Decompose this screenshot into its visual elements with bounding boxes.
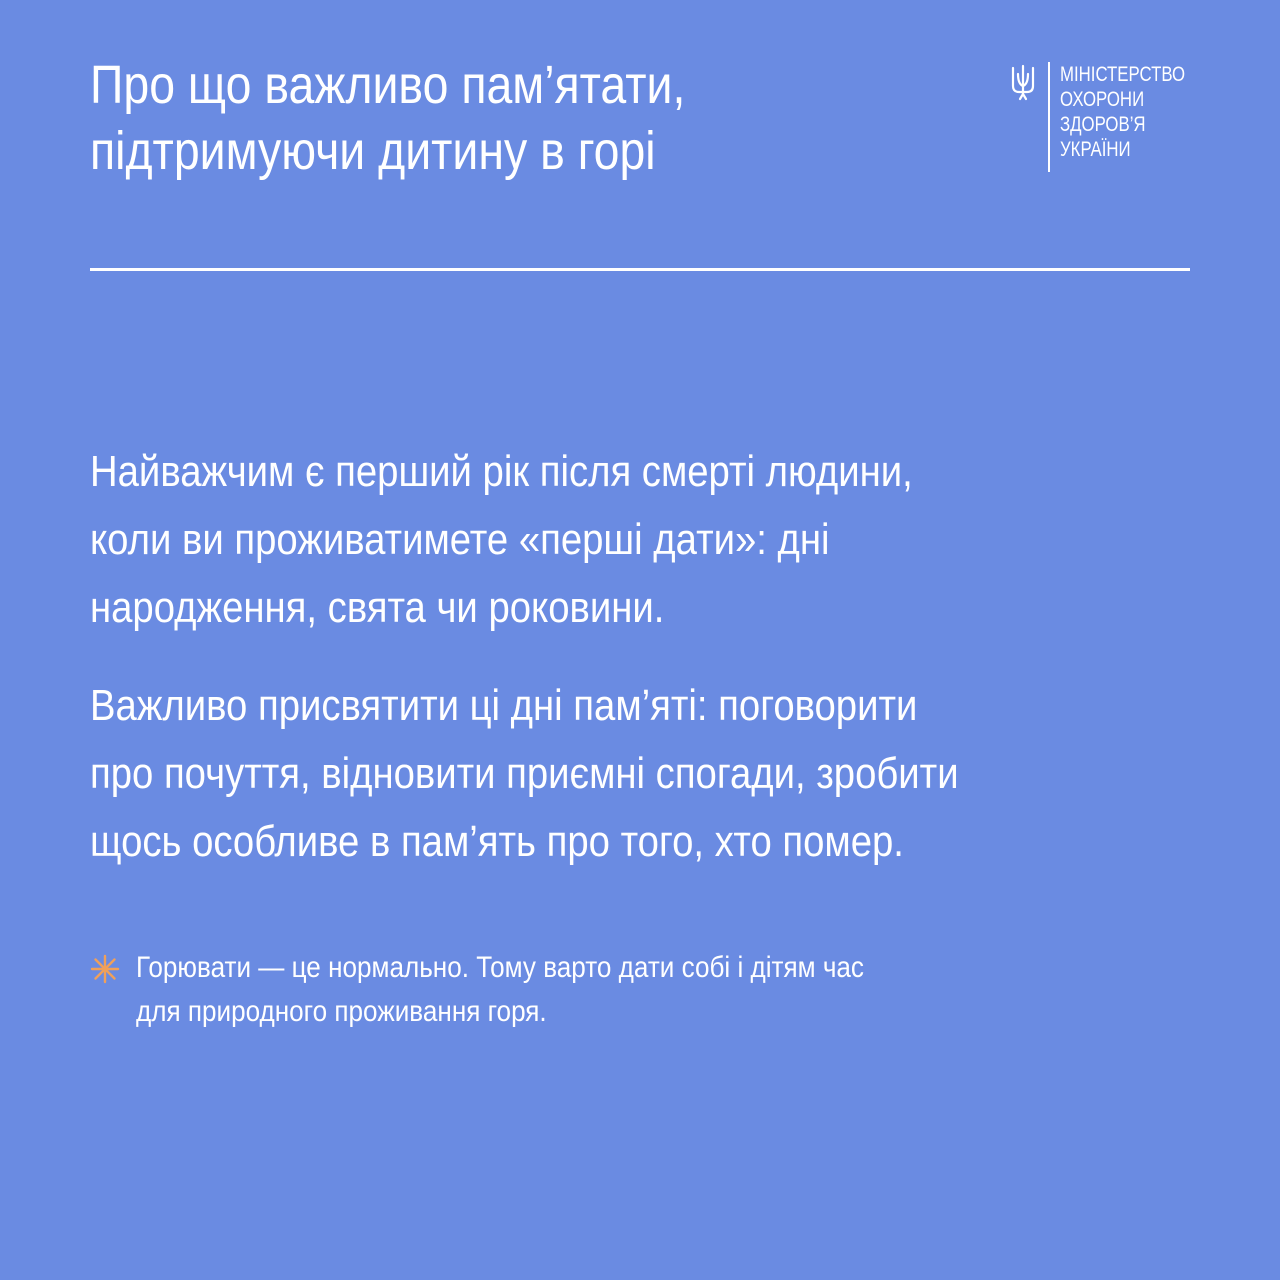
page-title (90, 52, 830, 184)
paragraph-1-line: Найважчим є перший рік після смерті людини, (90, 447, 913, 496)
ministry-name-line-1: МІНІСТЕРСТВО (1060, 63, 1186, 86)
footnote-text (136, 946, 864, 1034)
title-line-1: Про що важливо пам’ятати, (90, 55, 686, 115)
body-paragraph-1 (90, 438, 1221, 642)
body-paragraph-2 (90, 672, 1221, 876)
footnote-line: Горювати — це нормально. Тому варто дати собі і дітям час (136, 951, 864, 984)
ministry-logo (1010, 62, 1216, 177)
ministry-name-line-2: ОХОРОНИ (1060, 88, 1145, 111)
paragraph-2-line: про почуття, відновити приємні спогади, зробити (90, 749, 959, 798)
footnote-line: для природного проживання горя. (136, 995, 547, 1028)
ministry-name (1060, 62, 1185, 162)
paragraph-1-line: народження, свята чи роковини. (90, 583, 665, 632)
ministry-name-line-3: ЗДОРОВ’Я (1060, 113, 1146, 136)
logo-divider (1048, 62, 1050, 172)
asterisk-icon (90, 954, 120, 984)
trident-icon (1010, 64, 1036, 102)
ministry-name-line-4: УКРАЇНИ (1060, 138, 1131, 161)
title-line-2: підтримуючи дитину в горі (90, 121, 656, 181)
header-divider (90, 268, 1190, 271)
paragraph-2-line: щось особливе в пам’ять про того, хто помер. (90, 817, 904, 866)
paragraph-2-line: Важливо присвятити ці дні пам’яті: поговорити (90, 681, 918, 730)
footnote (90, 946, 973, 1034)
paragraph-1-line: коли ви проживатимете «перші дати»: дні (90, 515, 830, 564)
